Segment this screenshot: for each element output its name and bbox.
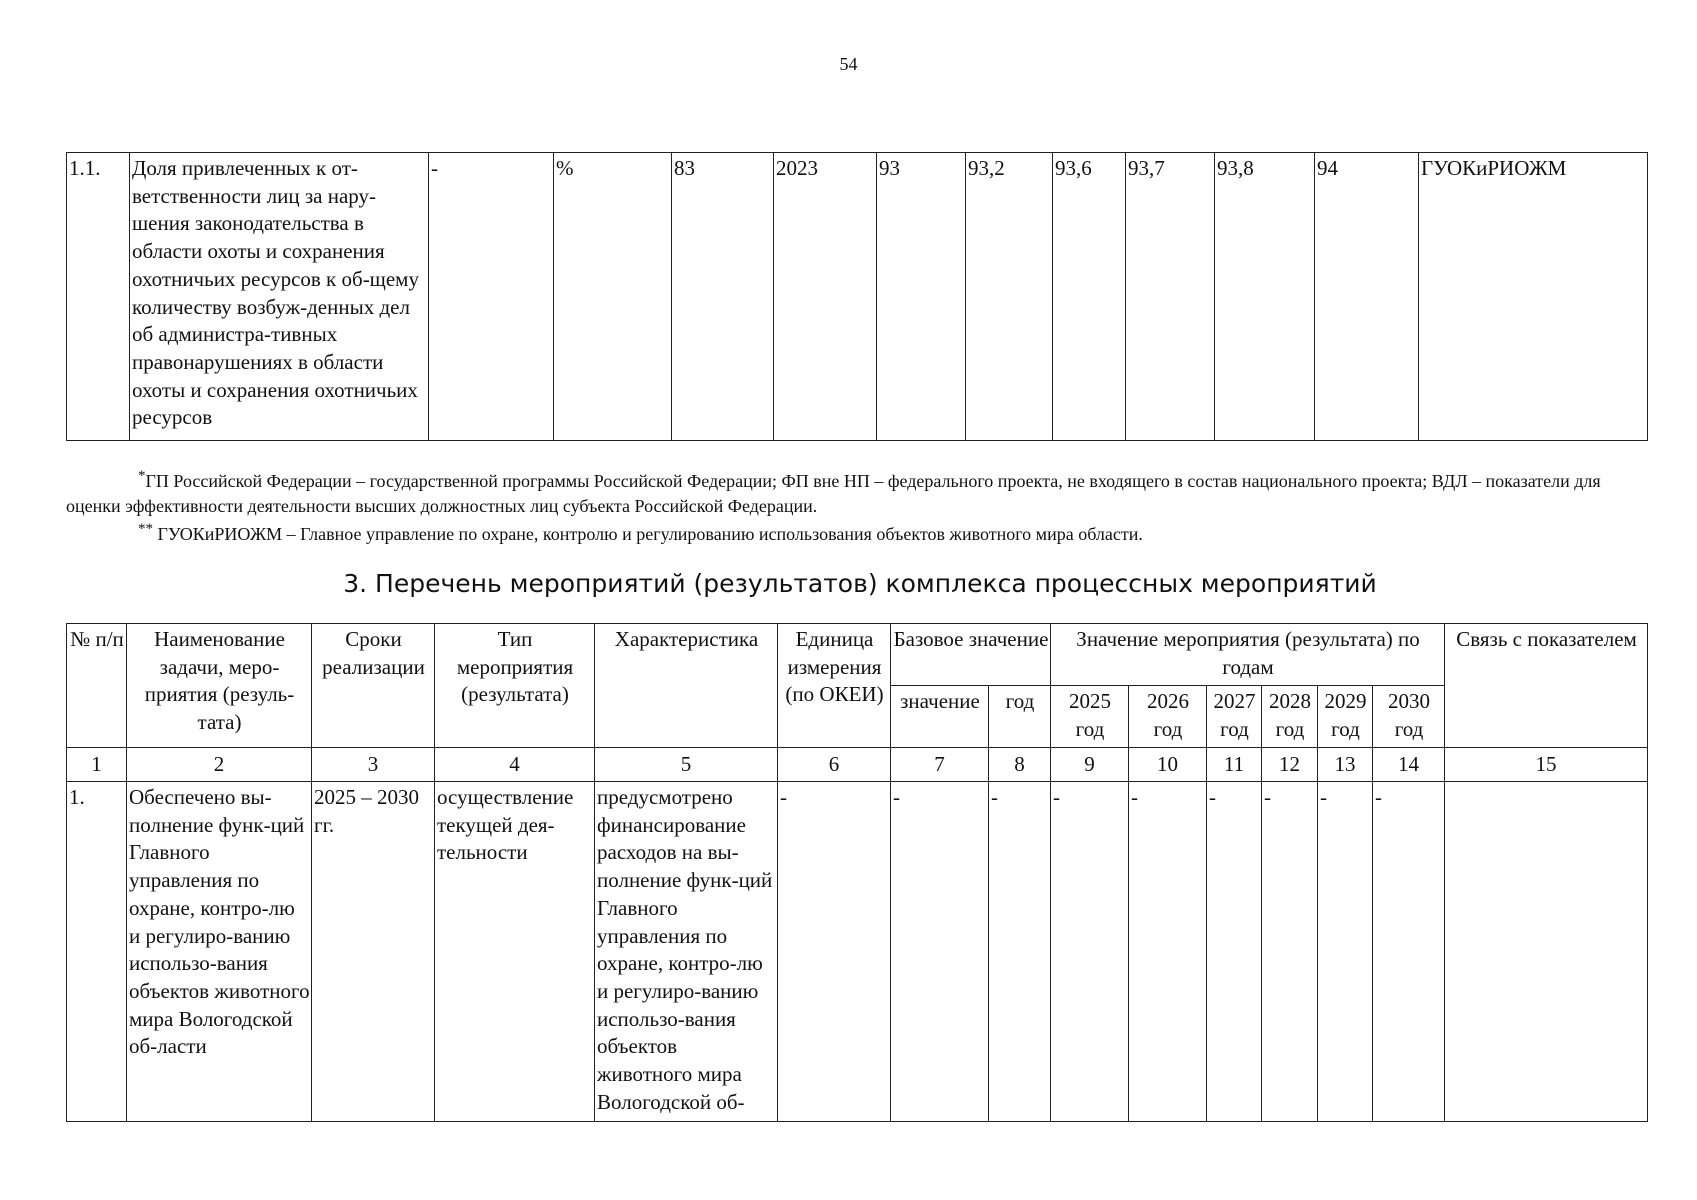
col-number: 6 xyxy=(778,748,891,782)
col-number: 8 xyxy=(989,748,1051,782)
indicator-name: Доля привлеченных к от-ветственности лиц за нару-шения законодательства в области охоты и сохранения охотничьих ресурсов к об-щему количеству возбуж-денных дел об администра-тивных правонарушениях в области охоты и сохранения охотничьих ресурсов xyxy=(130,153,429,441)
col-number: 15 xyxy=(1445,748,1648,782)
indicator-value-4: 93,7 xyxy=(1126,153,1215,441)
event-type: осуществление текущей дея-тельности xyxy=(435,782,595,1122)
event-num: 1. xyxy=(67,782,127,1122)
footnote-2 xyxy=(66,519,1647,547)
indicator-base-year: 2023 xyxy=(774,153,877,441)
indicator-num: 1.1. xyxy=(67,153,130,441)
indicator-value-6: 94 xyxy=(1315,153,1419,441)
col-number: 1 xyxy=(67,748,127,782)
header-num: № п/п xyxy=(67,624,127,748)
indicator-value-2: 93,2 xyxy=(966,153,1053,441)
indicator-level: - xyxy=(429,153,554,441)
section-title: 3. Перечень мероприятий (результатов) комплекса процессных мероприятий xyxy=(343,569,1377,598)
indicator-value-3: 93,6 xyxy=(1053,153,1126,441)
col-number: 5 xyxy=(595,748,778,782)
footnotes xyxy=(66,466,1647,546)
event-value-2027: - xyxy=(1207,782,1262,1122)
header-link: Связь с показателем xyxy=(1445,624,1648,748)
event-value-2030: - xyxy=(1373,782,1445,1122)
header-year-2027: 2027 год xyxy=(1207,686,1262,748)
col-number: 14 xyxy=(1373,748,1445,782)
indicator-row xyxy=(67,153,1648,441)
events-table xyxy=(66,623,1648,1122)
footnote-1-mark: * xyxy=(138,468,146,484)
header-year-2026: 2026 год xyxy=(1129,686,1207,748)
header-year-2025: 2025 год xyxy=(1051,686,1129,748)
event-characteristic: предусмотрено финансирование расходов на вы-полнение функ-ций Главного управления по охране, контро-лю и регулиро-ванию использо-вания объектов животного мира Вологодской об- xyxy=(595,782,778,1122)
col-number: 3 xyxy=(312,748,435,782)
col-number: 9 xyxy=(1051,748,1129,782)
header-year-2029: 2029 год xyxy=(1318,686,1373,748)
indicator-responsible: ГУОКиРИОЖМ xyxy=(1419,153,1648,441)
indicator-unit: % xyxy=(554,153,672,441)
event-value-2025: - xyxy=(1051,782,1129,1122)
col-number: 10 xyxy=(1129,748,1207,782)
footnote-1 xyxy=(66,466,1647,519)
header-year-2030: 2030 год xyxy=(1373,686,1445,748)
indicator-value-1: 93 xyxy=(877,153,966,441)
header-period: Сроки реализации xyxy=(312,624,435,748)
event-base-value: - xyxy=(891,782,989,1122)
col-number: 7 xyxy=(891,748,989,782)
header-base-year: год xyxy=(989,686,1051,748)
footnote-2-mark: ** xyxy=(138,520,153,537)
event-value-2026: - xyxy=(1129,782,1207,1122)
column-numbers-row xyxy=(67,748,1648,782)
header-unit: Единица измерения (по ОКЕИ) xyxy=(778,624,891,748)
col-number: 2 xyxy=(127,748,312,782)
event-link xyxy=(1445,782,1648,1122)
event-period: 2025 – 2030 гг. xyxy=(312,782,435,1122)
event-base-year: - xyxy=(989,782,1051,1122)
header-characteristic: Характеристика xyxy=(595,624,778,748)
col-number: 13 xyxy=(1318,748,1373,782)
header-year-2028: 2028 год xyxy=(1262,686,1318,748)
event-unit: - xyxy=(778,782,891,1122)
col-number: 11 xyxy=(1207,748,1262,782)
footnote-1-text: ГП Российской Федерации – государственной программы Российской Федерации; ФП вне НП – федерального проекта, не входящего в состав национального проекта; ВДЛ – показатели для оценки эффективности деятельности высших должностных лиц субъекта Российской Федерации. xyxy=(66,471,1601,516)
event-row xyxy=(67,782,1648,1122)
events-header-row-1 xyxy=(67,624,1648,686)
indicator-value-5: 93,8 xyxy=(1215,153,1315,441)
footnote-2-text: ГУОКиРИОЖМ – Главное управление по охране, контролю и регулированию использования объектов животного мира области. xyxy=(157,523,1143,544)
event-value-2028: - xyxy=(1262,782,1318,1122)
col-number: 4 xyxy=(435,748,595,782)
header-type: Тип мероприятия (результата) xyxy=(435,624,595,748)
header-base: Базовое значение xyxy=(891,624,1051,686)
col-number: 12 xyxy=(1262,748,1318,782)
indicators-table-continuation xyxy=(66,152,1648,441)
header-base-value: значение xyxy=(891,686,989,748)
event-name: Обеспечено вы-полнение функ-ций Главного управления по охране, контро-лю и регулиро-ванию использо-вания объектов животного мира Вологодской об-ласти xyxy=(127,782,312,1122)
header-values-by-year: Значение мероприятия (результата) по годам xyxy=(1051,624,1445,686)
header-name: Наименование задачи, меро-приятия (резуль-тата) xyxy=(127,624,312,748)
event-value-2029: - xyxy=(1318,782,1373,1122)
page-number: 54 xyxy=(839,54,858,74)
indicator-base-value: 83 xyxy=(672,153,774,441)
